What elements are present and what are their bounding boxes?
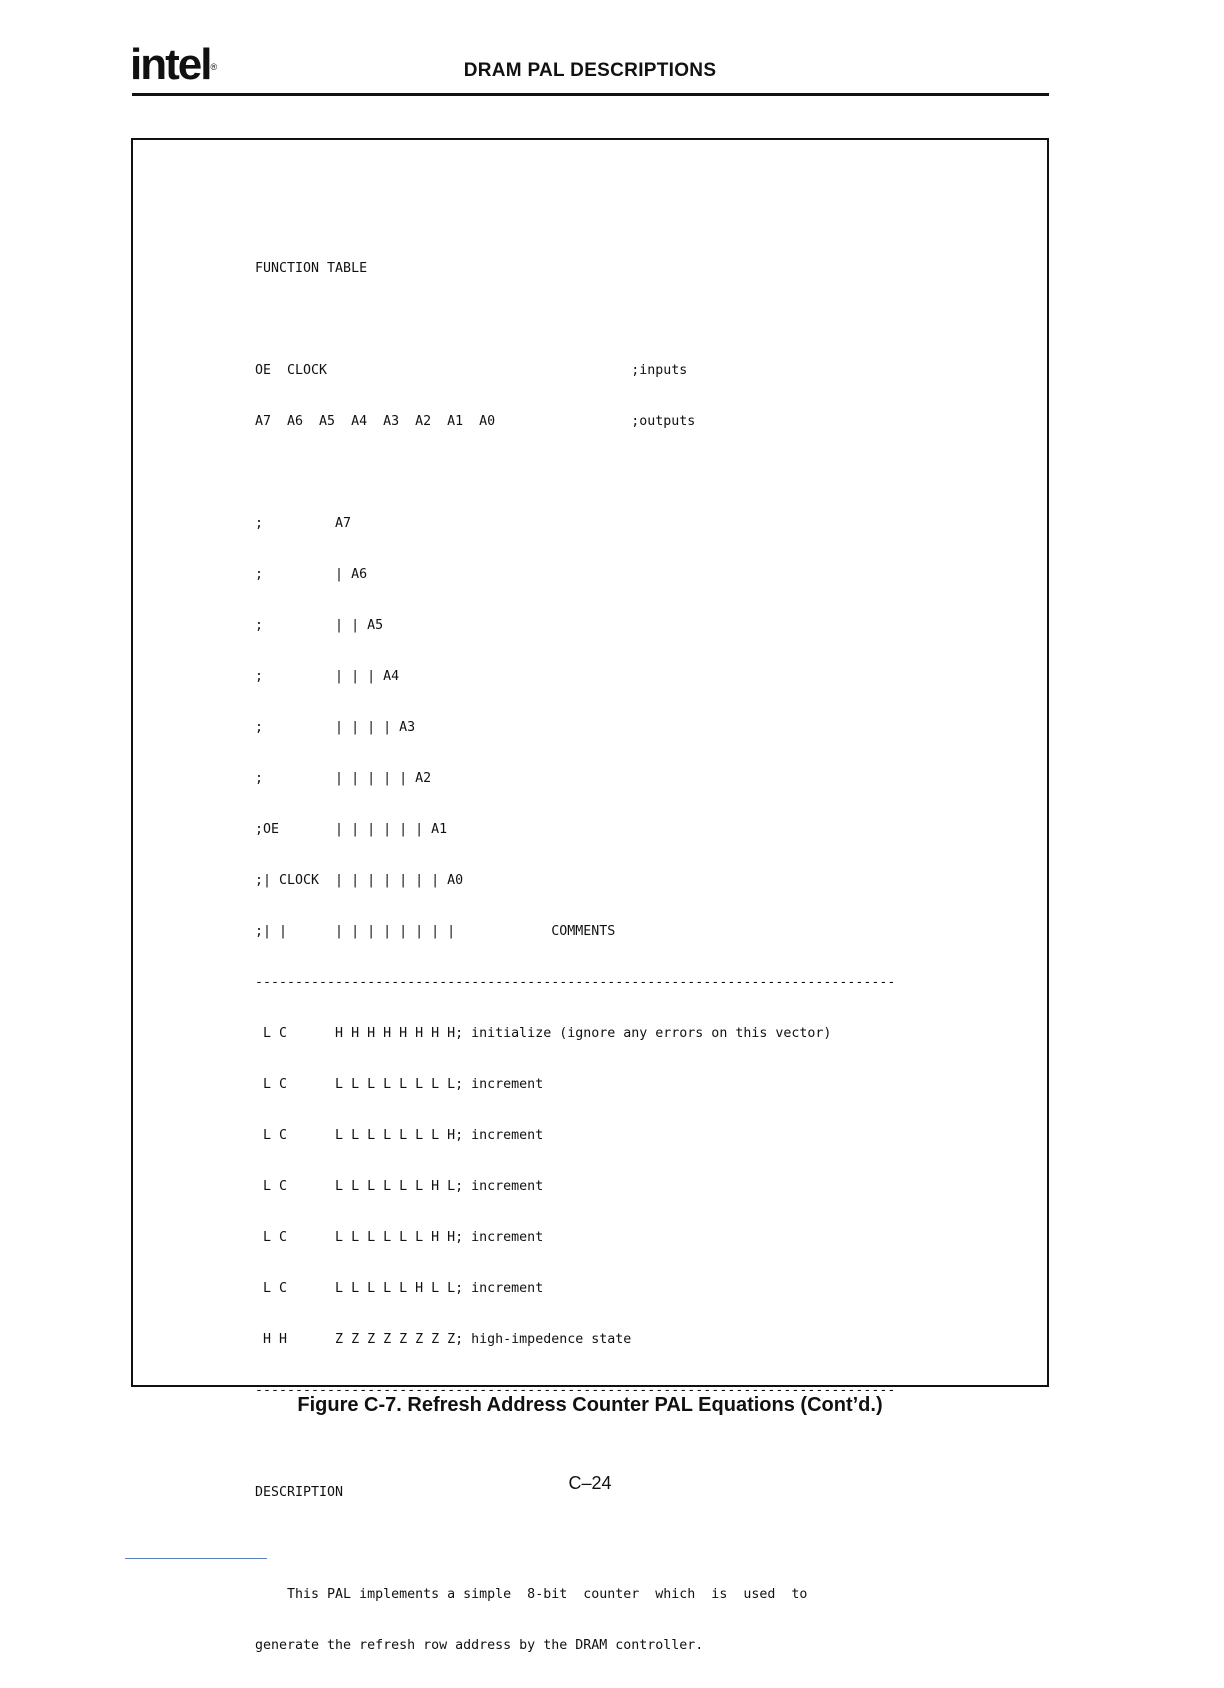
listing-line-16: L C H H H H H H H H; initialize (ignore any errors on this vector) xyxy=(255,1026,832,1041)
page-number: C–24 xyxy=(568,1473,612,1493)
listing-line-1: FUNCTION TABLE xyxy=(255,261,368,276)
listing-line-24 xyxy=(255,1433,895,1450)
listing-line-22: H H Z Z Z Z Z Z Z Z; high-impedence state xyxy=(255,1332,632,1347)
listing-line-13: ;| CLOCK | | | | | | | A0 xyxy=(255,873,464,888)
listing-line-18: L C L L L L L L L H; increment xyxy=(255,1128,544,1143)
listing-line-17: L C L L L L L L L L; increment xyxy=(255,1077,544,1092)
listing-line-5 xyxy=(255,464,895,481)
listing-line-20: L C L L L L L L H H; increment xyxy=(255,1230,544,1245)
page-header-title: DRAM PAL DESCRIPTIONS xyxy=(463,60,717,81)
listing-line-2 xyxy=(255,311,895,328)
listing-line-8: ; | | A5 xyxy=(255,618,384,633)
listing-line-14: ;| | | | | | | | | | COMMENTS xyxy=(255,924,616,939)
listing-line-15: -------------------------------------------------------------------------------- xyxy=(255,975,896,990)
listing-line-9: ; | | | A4 xyxy=(255,669,400,684)
listing-line-7: ; | A6 xyxy=(255,567,368,582)
logo-text: intel xyxy=(130,40,211,89)
listing-line-28: generate the refresh row address by the DRAM controller. xyxy=(255,1638,704,1653)
listing-line-10: ; | | | | A3 xyxy=(255,720,416,735)
figure-caption: Figure C-7. Refresh Address Counter PAL Equations (Cont’d.) xyxy=(297,1394,883,1416)
listing-line-27: This PAL implements a simple 8-bit counter which is used to xyxy=(255,1587,808,1602)
listing-line-6: ; A7 xyxy=(255,516,352,531)
listing-line-3: OE CLOCK ;inputs xyxy=(255,363,688,378)
listing-line-12: ;OE | | | | | | A1 xyxy=(255,822,448,837)
listing-line-11: ; | | | | | A2 xyxy=(255,771,432,786)
listing-line-21: L C L L L L L H L L; increment xyxy=(255,1281,544,1296)
listing-line-25: DESCRIPTION xyxy=(255,1485,344,1500)
listing-line-23: -------------------------------------------------------------------------------- xyxy=(255,1383,896,1398)
footer-rule xyxy=(125,1558,267,1559)
function-table-listing xyxy=(255,226,895,1688)
listing-line-19: L C L L L L L L H L; increment xyxy=(255,1179,544,1194)
listing-line-26 xyxy=(255,1535,895,1552)
header-rule xyxy=(132,93,1049,96)
registered-mark: ® xyxy=(210,62,216,72)
listing-line-4: A7 A6 A5 A4 A3 A2 A1 A0 ;outputs xyxy=(255,414,696,429)
